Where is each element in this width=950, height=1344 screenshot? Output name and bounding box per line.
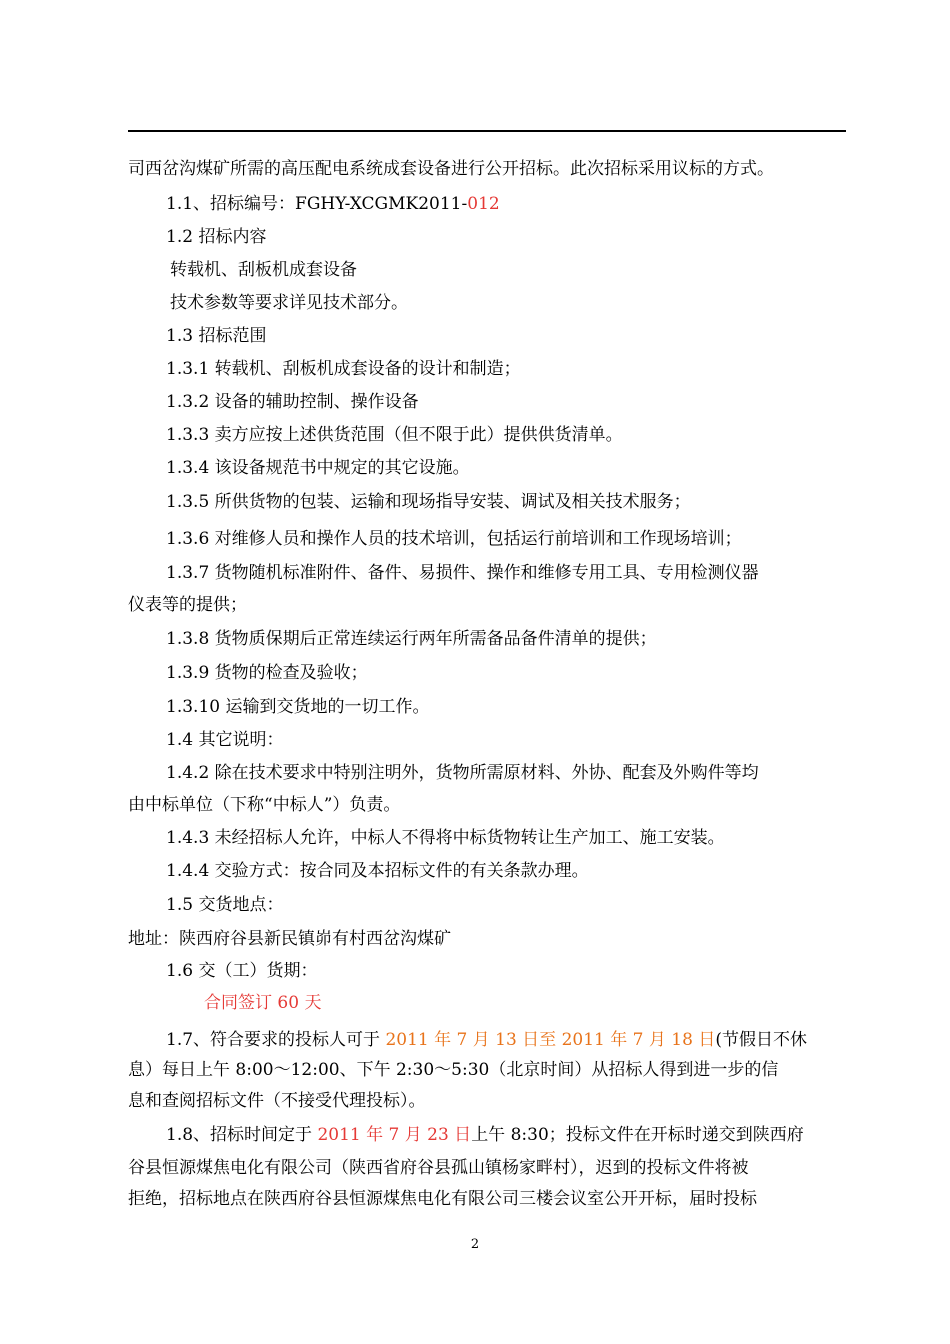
- text-line: [166, 827, 725, 849]
- text-segment: 地址：陕西府谷县新民镇峁有村西岔沟煤矿: [128, 929, 451, 949]
- text-segment: 1.3 招标范围: [166, 326, 267, 346]
- text-line: [128, 158, 774, 180]
- text-line: [166, 457, 470, 479]
- text-line: [166, 960, 317, 982]
- text-segment: 息）每日上午 8:00～12:00、下午 2:30～5:30（北京时间）从招标人得到进一步的信: [128, 1060, 779, 1080]
- text-line: [204, 992, 321, 1014]
- text-segment: 拒绝，招标地点在陕西府谷县恒源煤焦电化有限公司三楼会议室公开开标，届时投标: [128, 1189, 757, 1209]
- text-segment: 1.7、符合要求的投标人可于: [166, 1030, 386, 1050]
- highlighted-text: 合同签订 60 天: [204, 993, 322, 1013]
- text-segment: 1.3.9 货物的检查及验收；: [166, 663, 368, 683]
- text-line: [128, 594, 247, 616]
- text-segment: 上午 8:30；投标文件在开标时递交到陕西府: [471, 1125, 804, 1145]
- text-segment: 谷县恒源煤焦电化有限公司（陕西省府谷县孤山镇杨家畔村），迟到的投标文件将被: [128, 1158, 749, 1178]
- text-line: [128, 1188, 757, 1210]
- highlighted-text: 012: [467, 194, 500, 214]
- text-line: [166, 391, 419, 413]
- text-line: [128, 794, 400, 816]
- text-line: [166, 193, 500, 215]
- text-segment: 转载机、刮板机成套设备: [170, 260, 357, 280]
- text-segment: 1.1、招标编号：FGHY-XCGMK2011-: [166, 194, 468, 214]
- text-segment: 1.8、招标时间定于: [166, 1125, 318, 1145]
- text-line: [166, 562, 759, 584]
- highlighted-text: 2011 年 7 月 23 日: [317, 1125, 472, 1145]
- text-line: [166, 358, 521, 380]
- text-line: [166, 662, 368, 684]
- text-line: [166, 226, 266, 248]
- text-line: [166, 491, 691, 513]
- highlighted-text: 2011 年 7 月 13 日至 2011 年 7 月 18 日: [385, 1030, 716, 1050]
- text-line: [166, 628, 657, 650]
- text-segment: 仪表等的提供；: [128, 595, 247, 615]
- page-number: 2: [470, 1237, 480, 1252]
- text-line: [166, 860, 589, 882]
- text-line: [166, 894, 283, 916]
- text-line: [170, 259, 357, 281]
- text-line: [166, 424, 623, 446]
- text-line: [128, 1059, 778, 1081]
- text-segment: 1.4.2 除在技术要求中特别注明外，货物所需原材料、外协、配套及外购件等均: [166, 763, 759, 783]
- text-segment: 1.3.10 运输到交货地的一切工作。: [166, 697, 430, 717]
- text-segment: 1.3.4 该设备规范书中规定的其它设施。: [166, 458, 470, 478]
- text-segment: 由中标单位（下称“中标人”）负责。: [128, 795, 401, 815]
- text-segment: 司西岔沟煤矿所需的高压配电系统成套设备进行公开招标。此次招标采用议标的方式。: [128, 159, 774, 179]
- text-line: [166, 1029, 807, 1051]
- text-line: [128, 1157, 749, 1179]
- text-line: [128, 1090, 426, 1112]
- text-segment: 1.4.3 未经招标人允许，中标人不得将中标货物转让生产加工、施工安装。: [166, 828, 725, 848]
- text-segment: 1.3.6 对维修人员和操作人员的技术培训，包括运行前培训和工作现场培训；: [166, 529, 742, 549]
- text-segment: 1.2 招标内容: [166, 227, 267, 247]
- text-line: [166, 528, 742, 550]
- text-line: [128, 928, 451, 950]
- text-line: [166, 729, 283, 751]
- text-segment: 1.5 交货地点：: [166, 895, 284, 915]
- text-segment: 技术参数等要求详见技术部分。: [170, 293, 408, 313]
- text-segment: 1.3.5 所供货物的包装、运输和现场指导安装、调试及相关技术服务；: [166, 492, 691, 512]
- text-segment: 1.3.1 转载机、刮板机成套设备的设计和制造；: [166, 359, 521, 379]
- text-line: [166, 325, 266, 347]
- text-line: [170, 292, 408, 314]
- text-segment: 1.3.7 货物随机标准附件、备件、易损件、操作和维修专用工具、专用检测仪器: [166, 563, 759, 583]
- text-segment: 息和查阅招标文件（不接受代理投标）。: [128, 1091, 426, 1111]
- text-segment: 1.4.4 交验方式：按合同及本招标文件的有关条款办理。: [166, 861, 589, 881]
- text-line: [166, 696, 429, 718]
- text-segment: 1.6 交（工）货期：: [166, 961, 318, 981]
- header-rule: [128, 130, 846, 132]
- text-line: [166, 1124, 804, 1146]
- text-segment: (节假日不休: [715, 1030, 807, 1050]
- text-segment: 1.3.8 货物质保期后正常连续运行两年所需备品备件清单的提供；: [166, 629, 657, 649]
- text-segment: 1.4 其它说明：: [166, 730, 284, 750]
- text-line: [166, 762, 759, 784]
- text-segment: 1.3.3 卖方应按上述供货范围（但不限于此）提供供货清单。: [166, 425, 623, 445]
- text-segment: 1.3.2 设备的辅助控制、操作设备: [166, 392, 419, 412]
